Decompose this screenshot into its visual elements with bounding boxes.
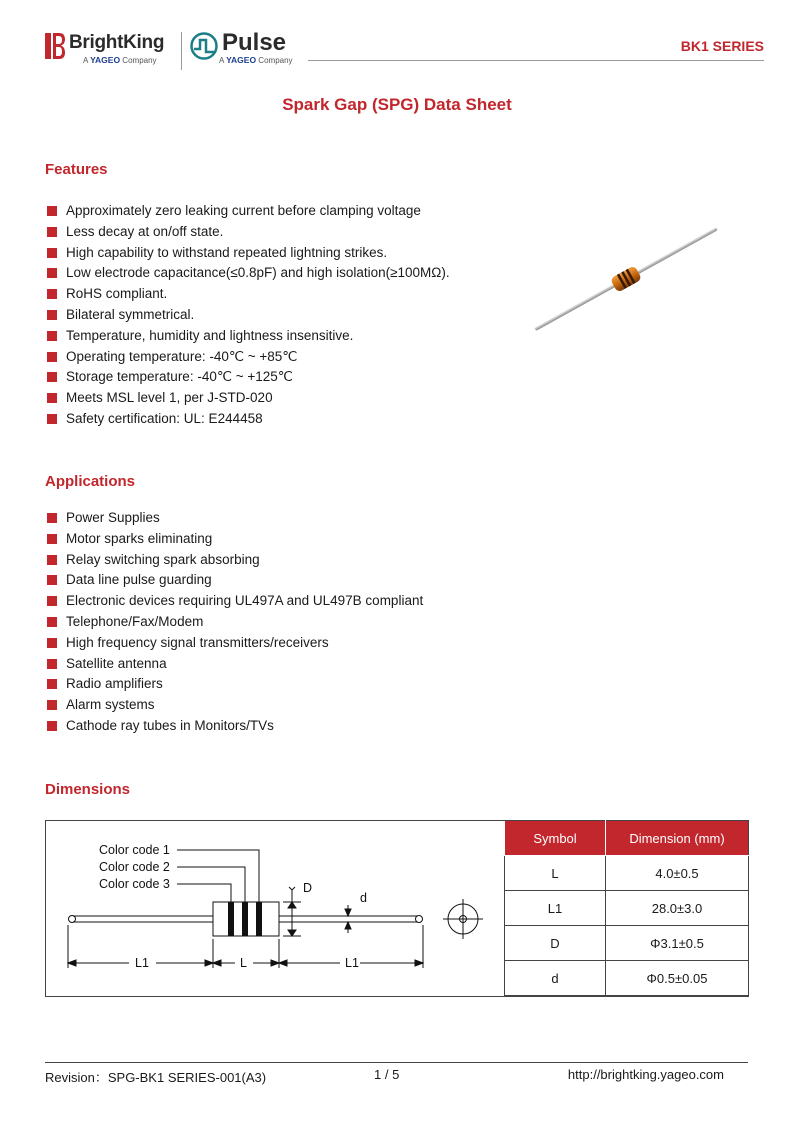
list-item: Temperature, humidity and lightness insensitive. <box>47 326 450 347</box>
list-item: Bilateral symmetrical. <box>47 305 450 326</box>
bullet-square-icon <box>47 268 57 278</box>
list-item: Less decay at on/off state. <box>47 222 450 243</box>
list-item: Low electrode capacitance(≤0.8pF) and high isolation(≥100MΩ). <box>47 263 450 284</box>
bullet-square-icon <box>47 352 57 362</box>
table-cell: L <box>505 856 606 891</box>
label-color-code-2: Color code 2 <box>99 860 170 874</box>
bullet-square-icon <box>47 700 57 710</box>
label-L: L <box>240 956 247 970</box>
features-heading: Features <box>45 161 108 178</box>
applications-list <box>47 508 423 737</box>
bullet-square-icon <box>47 679 57 689</box>
table-cell: 28.0±3.0 <box>606 891 749 926</box>
brightking-name: BrightKing <box>69 32 165 53</box>
list-item: Data line pulse guarding <box>47 570 423 591</box>
label-D: D <box>303 881 313 895</box>
label-d: d <box>360 891 367 905</box>
list-item: Telephone/Fax/Modem <box>47 612 423 633</box>
bullet-square-icon <box>47 310 57 320</box>
bullet-square-icon <box>47 617 57 627</box>
bullet-square-icon <box>47 534 57 544</box>
dimensions-table <box>504 820 749 996</box>
bullet-square-icon <box>47 575 57 585</box>
bullet-square-icon <box>47 227 57 237</box>
bullet-square-icon <box>47 659 57 669</box>
table-row <box>505 961 749 996</box>
bullet-square-icon <box>47 638 57 648</box>
table-row <box>505 926 749 961</box>
spark-gap-product-image <box>530 220 720 340</box>
bullet-square-icon <box>47 331 57 341</box>
label-L1-left: L1 <box>135 956 149 970</box>
list-item: High capability to withstand repeated lightning strikes. <box>47 243 450 264</box>
document-title: Spark Gap (SPG) Data Sheet <box>282 95 512 114</box>
table-cell: d <box>505 961 606 996</box>
bullet-square-icon <box>47 513 57 523</box>
list-item: Operating temperature: -40℃ ~ +85℃ <box>47 347 450 368</box>
footer-rule <box>45 1062 748 1063</box>
brightking-mark-icon <box>45 33 65 59</box>
label-color-code-1: Color code 1 <box>99 843 170 857</box>
list-item: Motor sparks eliminating <box>47 529 423 550</box>
label-L1-right: L1 <box>345 956 359 970</box>
pulse-subtitle: A YAGEO Company <box>219 55 293 65</box>
table-cell: Φ0.5±0.05 <box>606 961 749 996</box>
bullet-square-icon <box>47 555 57 565</box>
list-item: Meets MSL level 1, per J-STD-020 <box>47 388 450 409</box>
list-item: Electronic devices requiring UL497A and UL497B compliant <box>47 591 423 612</box>
table-cell: 4.0±0.5 <box>606 856 749 891</box>
table-cell: Φ3.1±0.5 <box>606 926 749 961</box>
list-item: Cathode ray tubes in Monitors/TVs <box>47 716 423 737</box>
label-color-code-3: Color code 3 <box>99 877 170 891</box>
footer-revision: Revision：SPG-BK1 SERIES-001(A3) <box>45 1070 267 1085</box>
dimension-drawing <box>55 835 495 985</box>
table-cell: L1 <box>505 891 606 926</box>
list-item: Power Supplies <box>47 508 423 529</box>
brightking-subtitle: A YAGEO Company <box>83 55 157 65</box>
header-rule <box>308 60 764 61</box>
footer-url-link[interactable]: http://brightking.yageo.com <box>567 1067 724 1082</box>
bullet-square-icon <box>47 289 57 299</box>
bullet-square-icon <box>47 596 57 606</box>
pulse-mark-icon <box>189 32 219 60</box>
table-header-row <box>505 821 749 856</box>
header-dimension: Dimension (mm) <box>606 821 749 856</box>
list-item: Radio amplifiers <box>47 674 423 695</box>
bullet-square-icon <box>47 372 57 382</box>
list-item: Storage temperature: -40℃ ~ +125℃ <box>47 367 450 388</box>
table-cell: D <box>505 926 606 961</box>
dimensions-heading: Dimensions <box>45 781 131 798</box>
bullet-square-icon <box>47 721 57 731</box>
list-item: Alarm systems <box>47 695 423 716</box>
list-item: Relay switching spark absorbing <box>47 550 423 571</box>
bullet-square-icon <box>47 248 57 258</box>
bullet-square-icon <box>47 393 57 403</box>
list-item: Safety certification: UL: E244458 <box>47 409 450 430</box>
bullet-square-icon <box>47 414 57 424</box>
list-item: Approximately zero leaking current before clamping voltage <box>47 201 450 222</box>
list-item: Satellite antenna <box>47 654 423 675</box>
features-list <box>47 201 450 430</box>
list-item: High frequency signal transmitters/receivers <box>47 633 423 654</box>
list-item: RoHS compliant. <box>47 284 450 305</box>
table-row <box>505 891 749 926</box>
header-symbol: Symbol <box>505 821 606 856</box>
series-label: BK1 SERIES <box>680 38 764 54</box>
footer-page-number: 1 / 5 <box>374 1067 400 1082</box>
pulse-name: Pulse <box>222 29 287 56</box>
bullet-square-icon <box>47 206 57 216</box>
table-row <box>505 856 749 891</box>
applications-heading: Applications <box>45 473 136 490</box>
header-logo-divider <box>181 32 182 70</box>
